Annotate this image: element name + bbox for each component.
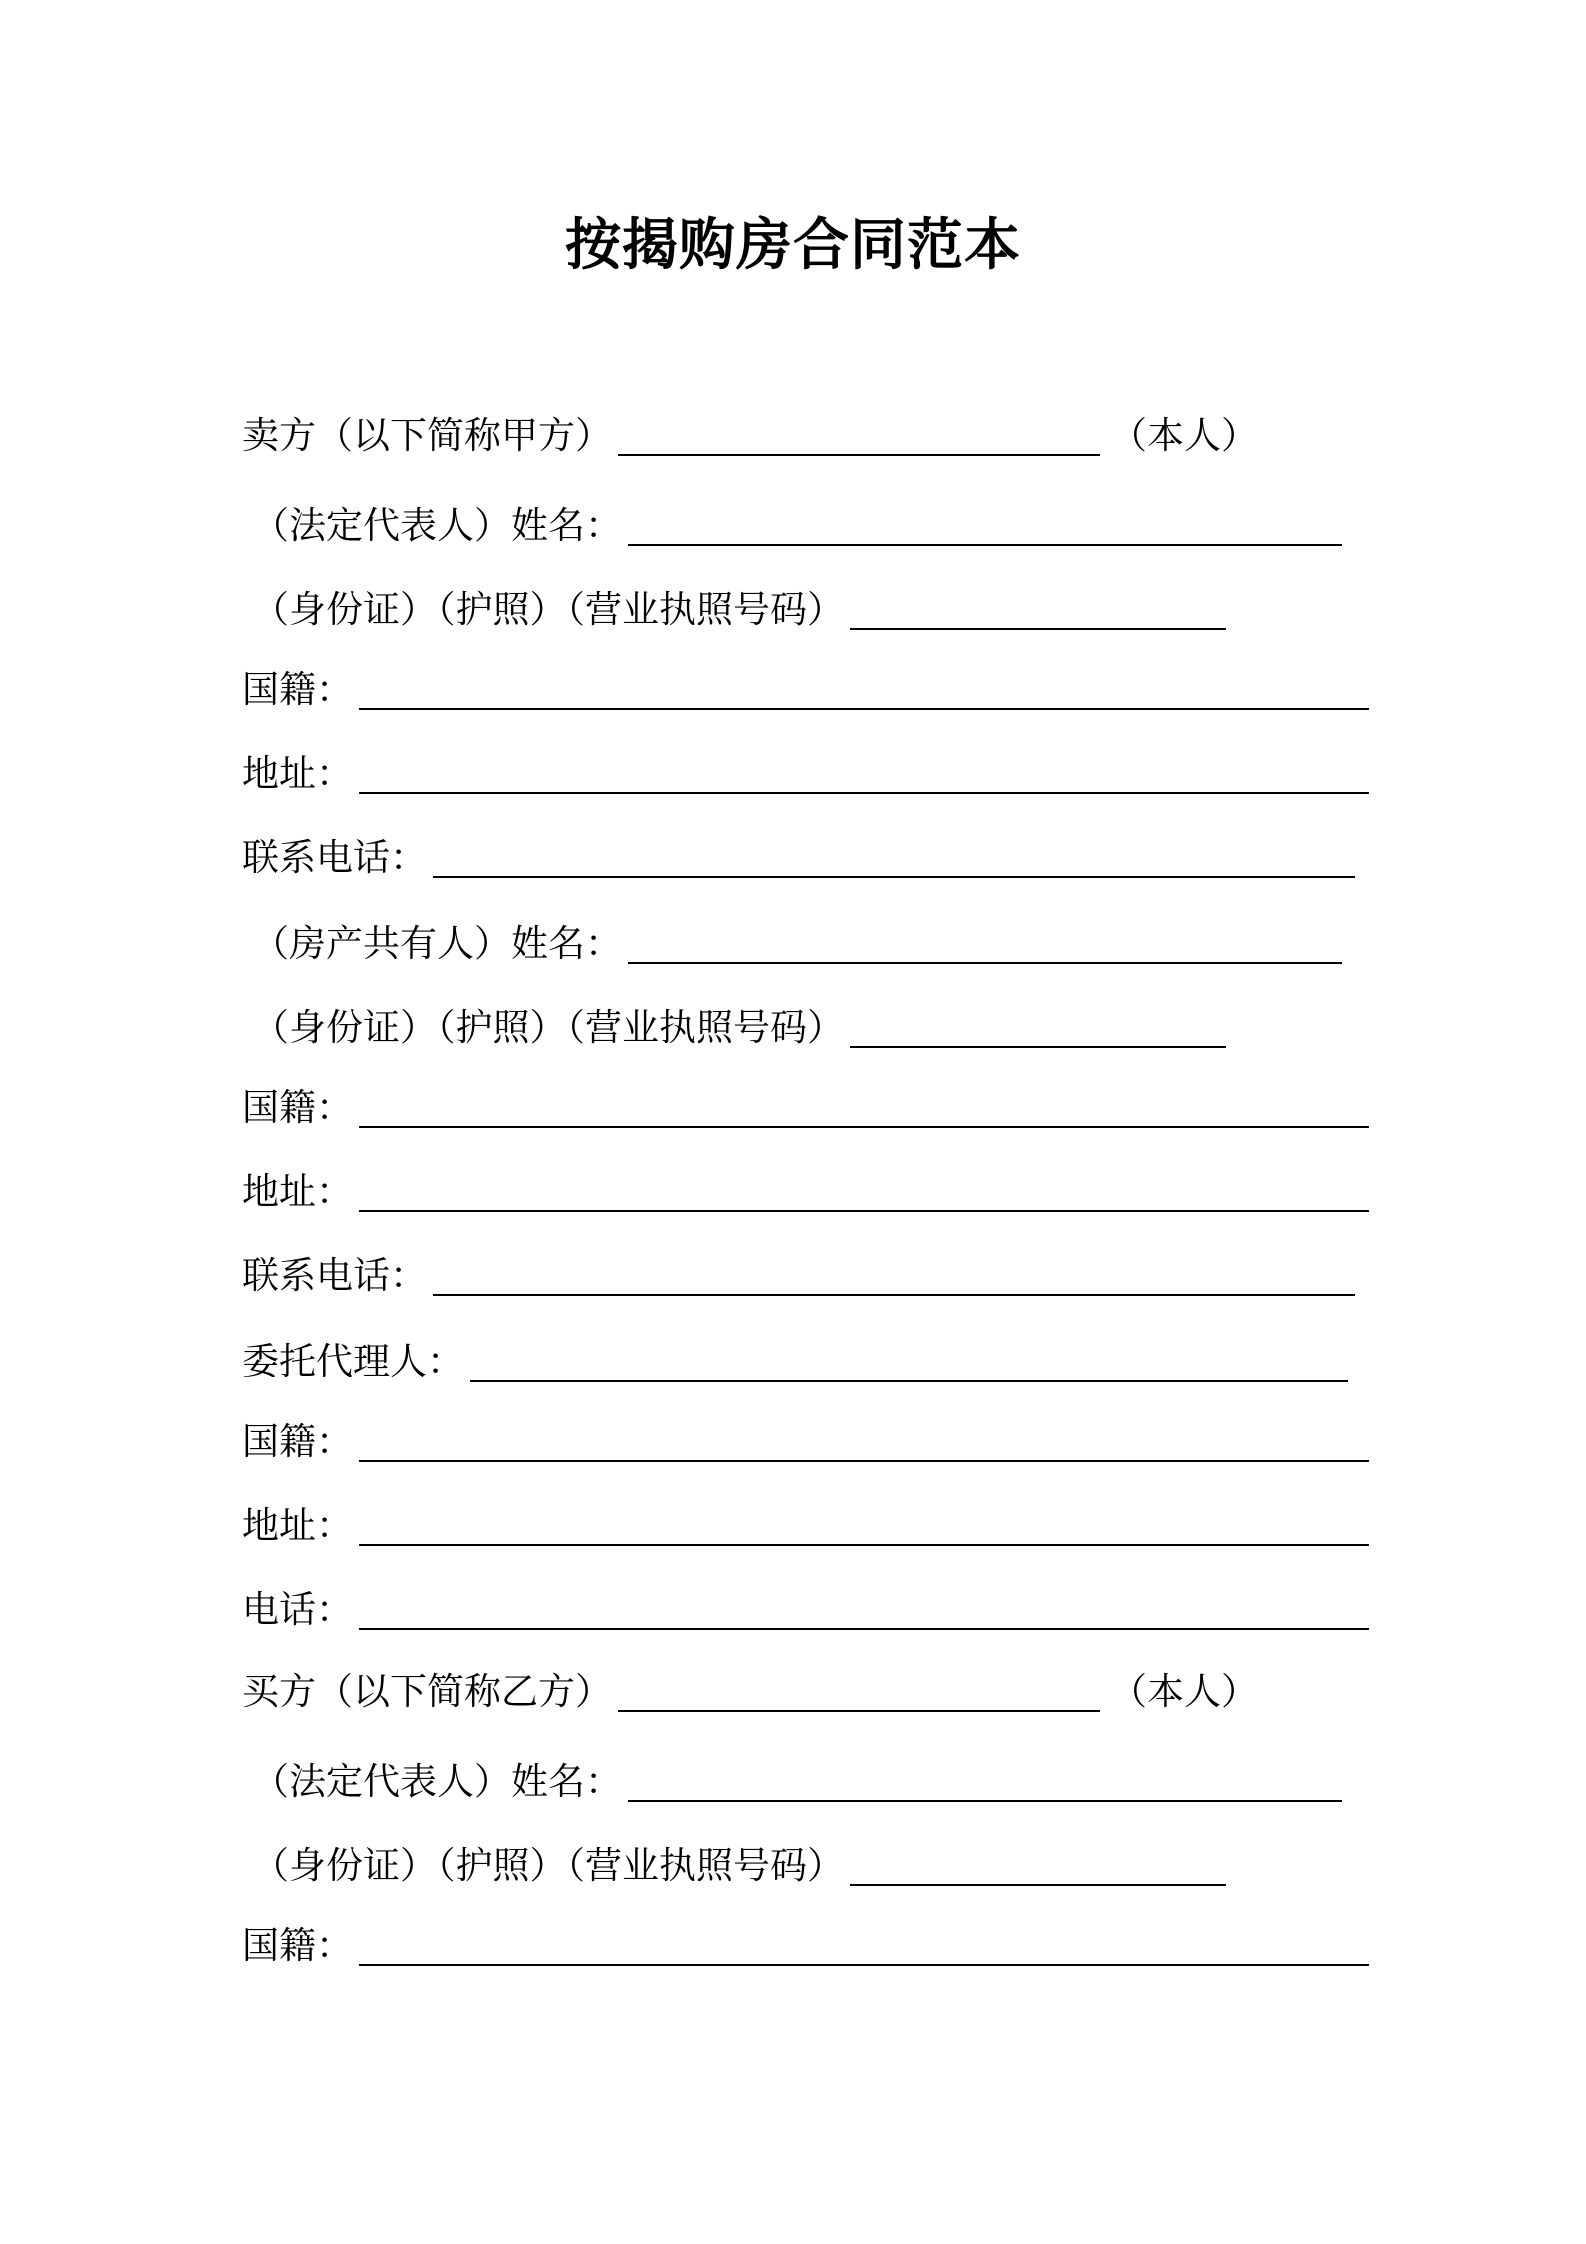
buyer-id-label: （身份证）（护照）（营业执照号码）	[252, 1844, 844, 1887]
seller-address-line	[242, 748, 1369, 800]
agent-phone-blank[interactable]	[359, 1628, 1369, 1630]
coowner-id-label: （身份证）（护照）（营业执照号码）	[252, 1006, 844, 1049]
seller-line	[242, 410, 1258, 462]
coowner-phone-line	[242, 1250, 1355, 1302]
coowner-id-line	[242, 1002, 1226, 1054]
seller-id-label: （身份证）（护照）（营业执照号码）	[252, 588, 844, 631]
agent-nationality-label: 国籍：	[242, 1420, 353, 1463]
buyer-id-line	[242, 1840, 1226, 1892]
buyer-self-label: （本人）	[1110, 1670, 1258, 1713]
coowner-nationality-label: 国籍：	[242, 1086, 353, 1129]
document-title: 按揭购房合同范本	[565, 213, 1021, 278]
seller-address-label: 地址：	[242, 752, 353, 795]
buyer-nationality-blank[interactable]	[359, 1964, 1369, 1966]
coowner-name-blank[interactable]	[628, 962, 1342, 964]
coowner-phone-label: 联系电话：	[242, 1254, 427, 1297]
agent-address-label: 地址：	[242, 1504, 353, 1547]
coowner-name-label: （房产共有人）姓名：	[252, 922, 622, 965]
seller-nationality-line	[242, 664, 1369, 716]
seller-phone-label: 联系电话：	[242, 836, 427, 879]
agent-phone-label: 电话：	[242, 1588, 353, 1631]
agent-line	[242, 1336, 1348, 1388]
coowner-phone-blank[interactable]	[433, 1294, 1355, 1296]
coowner-name-line	[242, 918, 1342, 970]
agent-address-blank[interactable]	[359, 1544, 1369, 1546]
seller-self-label: （本人）	[1110, 414, 1258, 457]
buyer-legal-rep-label: （法定代表人）姓名：	[252, 1760, 622, 1803]
buyer-legal-rep-blank[interactable]	[628, 1800, 1342, 1802]
coowner-nationality-blank[interactable]	[359, 1126, 1369, 1128]
buyer-name-blank[interactable]	[618, 1710, 1100, 1712]
buyer-nationality-label: 国籍：	[242, 1924, 353, 1967]
seller-id-blank[interactable]	[850, 628, 1226, 630]
agent-phone-line	[242, 1584, 1369, 1636]
buyer-line	[242, 1666, 1258, 1718]
buyer-legal-rep-line	[242, 1756, 1342, 1808]
agent-label: 委托代理人：	[242, 1340, 464, 1383]
seller-nationality-blank[interactable]	[359, 708, 1369, 710]
seller-legal-rep-label: （法定代表人）姓名：	[252, 504, 622, 547]
agent-address-line	[242, 1500, 1369, 1552]
seller-phone-blank[interactable]	[433, 876, 1355, 878]
seller-legal-rep-blank[interactable]	[628, 544, 1342, 546]
coowner-address-label: 地址：	[242, 1170, 353, 1213]
coowner-address-blank[interactable]	[359, 1210, 1369, 1212]
agent-blank[interactable]	[470, 1380, 1348, 1382]
buyer-label: 买方（以下简称乙方）	[242, 1670, 612, 1713]
seller-name-blank[interactable]	[618, 454, 1100, 456]
seller-legal-rep-line	[242, 500, 1342, 552]
seller-address-blank[interactable]	[359, 792, 1369, 794]
seller-id-line	[242, 584, 1226, 636]
buyer-id-blank[interactable]	[850, 1884, 1226, 1886]
coowner-address-line	[242, 1166, 1369, 1218]
seller-nationality-label: 国籍：	[242, 668, 353, 711]
agent-nationality-line	[242, 1416, 1369, 1468]
buyer-nationality-line	[242, 1920, 1369, 1972]
agent-nationality-blank[interactable]	[359, 1460, 1369, 1462]
seller-phone-line	[242, 832, 1355, 884]
coowner-id-blank[interactable]	[850, 1046, 1226, 1048]
coowner-nationality-line	[242, 1082, 1369, 1134]
seller-label: 卖方（以下简称甲方）	[242, 414, 612, 457]
